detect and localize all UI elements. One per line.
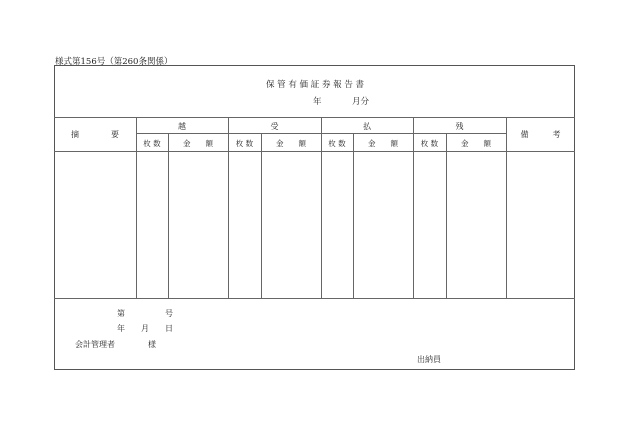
amount-subheader: 金 額 <box>461 139 491 148</box>
recipient-honorific: 様 <box>148 340 156 349</box>
date-year-label: 年 <box>117 324 125 333</box>
date-day-label: 日 <box>165 324 173 333</box>
count-subheader: 枚 数 <box>235 139 254 148</box>
summary-column-header: 摘 要 <box>71 130 119 139</box>
period-month-label: 月分 <box>352 97 370 107</box>
col-divider <box>353 133 354 298</box>
count-subheader: 枚 数 <box>420 139 439 148</box>
form-number-label: 様式第156号（第260条関係） <box>55 57 173 67</box>
recipient-title: 会計管理者 <box>75 340 115 349</box>
report-form-frame <box>54 65 575 370</box>
paid-column-header: 払 <box>363 122 371 131</box>
report-title: 保 管 有 価 証 券 報 告 書 <box>265 80 365 90</box>
header-bottom-rule <box>54 151 575 152</box>
clerk-signature-label: 出納員 <box>417 355 441 364</box>
col-divider <box>261 133 262 298</box>
body-bottom-rule <box>54 298 575 299</box>
period-year-label: 年 <box>313 97 322 107</box>
col-divider <box>168 133 169 298</box>
amount-subheader: 金 額 <box>183 139 213 148</box>
amount-subheader: 金 額 <box>368 139 398 148</box>
carryover-column-header: 越 <box>178 122 186 131</box>
document-number-suffix: 号 <box>165 309 173 318</box>
received-column-header: 受 <box>270 122 279 131</box>
count-subheader: 枚 数 <box>328 139 346 148</box>
header-top-rule <box>54 117 575 118</box>
date-month-label: 月 <box>141 324 149 333</box>
remaining-column-header: 残 <box>455 122 464 131</box>
amount-subheader: 金 額 <box>276 139 306 148</box>
remarks-column-header: 備 考 <box>520 130 561 139</box>
col-divider <box>446 133 447 298</box>
col-divider <box>506 117 507 298</box>
document-number-prefix: 第 <box>117 309 125 318</box>
count-subheader: 枚 数 <box>143 139 161 148</box>
